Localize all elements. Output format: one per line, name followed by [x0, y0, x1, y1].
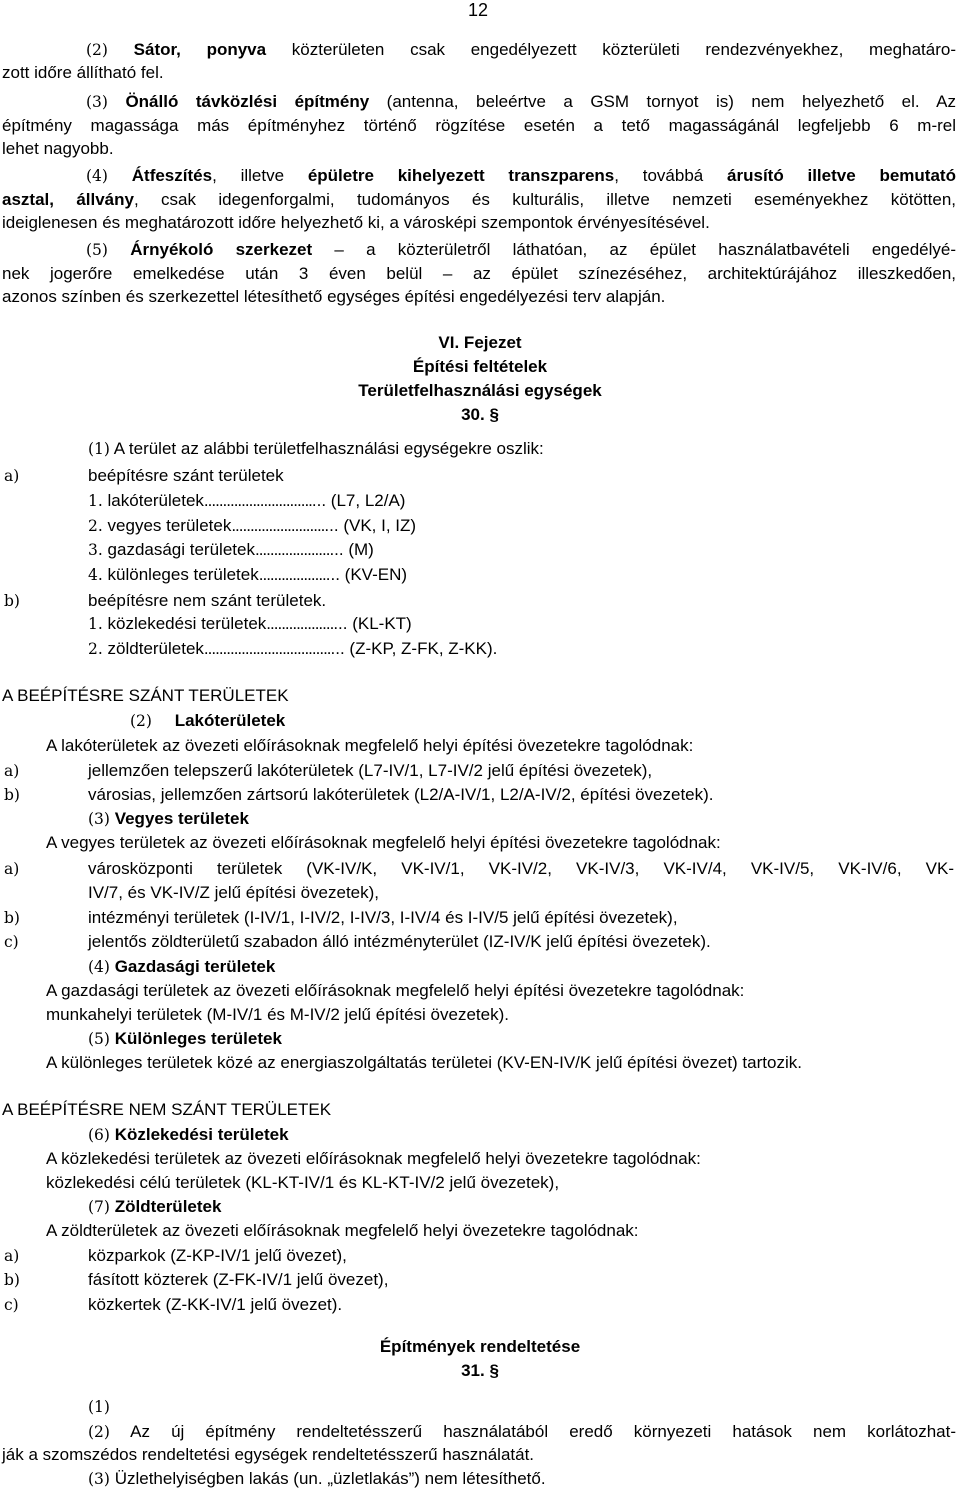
paragraph-4-line-1: (4) Átfeszítés, illetve épületre kihelyezett transzparens, továbbá árusító illetve bemutató	[86, 166, 956, 185]
gazd-intro: A gazdasági területek az övezeti előírásoknak megfelelő helyi építési övezetekre tagolódnak:	[46, 981, 745, 1000]
kulon-intro: A különleges területek közé az energiaszolgáltatás területei (KV-EN-IV/K jelű építési övezet) tartozik.	[46, 1053, 802, 1072]
lako-label-a: a)	[4, 762, 20, 780]
zold-c: közkertek (Z-KK-IV/1 jelű övezet).	[88, 1295, 343, 1314]
kozl-intro: A közlekedési területek az övezeti előírásoknak megfelelő helyi övezetekre tagolódnak:	[46, 1149, 701, 1168]
paragraph-4-line-3: ideiglenesen és meghatározott időre helyezhető ki, a városképi szempontok érvényesítésével.	[2, 213, 710, 232]
paragraph-2-line-1: (2) Sátor, ponyva közterületen csak engedélyezett közterületi rendezvényekhez, meghatáro-	[86, 40, 956, 59]
vegyes-c: jelentős zöldterületű szabadon álló intézményterület (IZ-IV/K jelű építési övezetek).	[88, 932, 711, 951]
paragraph-5-line-1: (5) Árnyékoló szerkezet – a közterületről láthatóan, az épület használatbavételi engedélyé-	[86, 240, 956, 259]
paragraph-5-line-3: azonos színben és szerkezettel létesíthető egységes építési engedélyezési terv alapján.	[2, 287, 666, 306]
kulon-heading: (5) Különleges területek	[88, 1029, 282, 1048]
section-31-heading: 31. §	[461, 1361, 499, 1380]
s30-label-a: a)	[4, 467, 20, 485]
vegyes-label-a: a)	[4, 860, 20, 878]
s31-paragraph-2-line-2: ják a szomszédos rendeltetési egységek rendeltetésszerű használatát.	[2, 1445, 535, 1464]
s30-paragraph-1: (1) A terület az alábbi területfelhasználási egységekre oszlik:	[88, 439, 544, 458]
paragraph-2-line-2: zott időre állítható fel.	[2, 63, 164, 82]
s31-paragraph-3: (3) Üzlethelyiségben lakás (un. „üzletlakás”) nem létesíthető.	[88, 1469, 546, 1488]
zold-a: közparkok (Z-KP-IV/1 jelű övezet),	[88, 1246, 347, 1265]
lako-label-b: b)	[4, 786, 20, 804]
zold-label-c: c)	[4, 1296, 19, 1314]
lako-b: városias, jellemzően zártsorú lakóterületek (L2/A-IV/1, L2/A-IV/2, építési övezetek).	[88, 785, 714, 804]
gazd-line-2: munkahelyi területek (M-IV/1 és M-IV/2 jelű építési övezetek).	[46, 1005, 509, 1024]
vegyes-label-c: c)	[4, 933, 19, 951]
s30-a-text: beépítésre szánt területek	[88, 466, 284, 485]
vegyes-a-line-2: IV/7, és VK-IV/Z jelű építési övezetek),	[88, 883, 380, 902]
s30-b-item: 1. közlekedési területek..................... (KL-KT)	[88, 614, 412, 633]
lako-a: jellemzően telepszerű lakóterületek (L7-IV/1, L7-IV/2 jelű építési övezetek),	[88, 761, 653, 780]
vegyes-a-line-1: városközponti területek (VK-IV/K, VK-IV/1, VK-IV/2, VK-IV/3, VK-IV/4, VK-IV/5, VK-IV/6, VK-	[88, 859, 954, 878]
vegyes-heading: (3) Vegyes területek	[88, 809, 249, 828]
vegyes-intro: A vegyes területek az övezeti előírásoknak megfelelő helyi építési övezetekre tagolódnak:	[46, 833, 721, 852]
s30-a-item: 2. vegyes területek............................ (VK, I, IZ)	[88, 516, 417, 535]
heading-built-areas: A BEÉPÍTÉSRE SZÁNT TERÜLETEK	[2, 686, 289, 705]
s30-a-item: 4. különleges területek..................... (KV-EN)	[88, 565, 408, 584]
kozl-heading: (6) Közlekedési területek	[88, 1125, 289, 1144]
kozl-line-2: közlekedési célú területek (KL-KT-IV/1 és KL-KT-IV/2 jelű övezetek),	[46, 1173, 560, 1192]
paragraph-5-line-2: nek jogerőre emelkedése után 3 éven belül – az épület színezéséhez, architektúrájához illeszkedően,	[2, 264, 956, 283]
paragraph-3-line-3: lehet nagyobb.	[2, 139, 114, 158]
zold-b: fásított közterek (Z-FK-IV/1 jelű övezet),	[88, 1270, 389, 1289]
page-number: 12	[468, 0, 489, 20]
s31-paragraph-1: (1)	[88, 1398, 110, 1416]
s31-paragraph-2-line-1: (2) Az új építmény rendeltetésszerű használatából eredő környezeti hatások nem korlátozhat-	[88, 1422, 956, 1441]
section-31-title: Építmények rendeltetése	[379, 1337, 581, 1356]
paragraph-3-line-1: (3) Önálló távközlési építmény (antenna, beleértve a GSM tornyot is) nem helyezhető el. Az	[86, 92, 956, 111]
lako-intro: A lakóterületek az övezeti előírásoknak megfelelő helyi építési övezetekre tagolódnak:	[46, 736, 694, 755]
lako-heading: (2) Lakóterületek	[130, 711, 286, 730]
gazd-heading: (4) Gazdasági területek	[88, 957, 276, 976]
paragraph-3-line-2: építmény magassága más építményhez történő rögzítése esetén a tető magasságánál legfeljebb 6 m-rel	[2, 116, 956, 135]
vegyes-b: intézményi területek (I-IV/1, I-IV/2, I-IV/3, I-IV/4 és I-IV/5 jelű építési övezetek),	[88, 908, 678, 927]
s30-b-text: beépítésre nem szánt területek.	[88, 591, 327, 610]
zold-heading: (7) Zöldterületek	[88, 1197, 222, 1216]
s30-label-b: b)	[4, 592, 20, 610]
chapter-number: VI. Fejezet	[438, 333, 522, 352]
heading-non-built-areas: A BEÉPÍTÉSRE NEM SZÁNT TERÜLETEK	[2, 1100, 332, 1119]
s30-a-item: 1. lakóterületek................................ (L7, L2/A)	[88, 491, 406, 510]
zold-intro: A zöldterületek az övezeti előírásoknak megfelelő helyi övezetekre tagolódnak:	[46, 1221, 639, 1240]
paragraph-4-line-2: asztal, állvány, csak idegenforgalmi, tudományos és kulturális, illetve nemzeti eseményekhez kötötten,	[2, 190, 956, 209]
chapter-subtitle: Területfelhasználási egységek	[358, 381, 602, 400]
section-30-heading: 30. §	[461, 405, 499, 424]
zold-label-a: a)	[4, 1247, 20, 1265]
chapter-title: Építési feltételek	[412, 357, 548, 376]
vegyes-label-b: b)	[4, 909, 20, 927]
zold-label-b: b)	[4, 1271, 20, 1289]
s30-a-item: 3. gazdasági területek....................... (M)	[88, 540, 374, 559]
s30-b-item: 2. zöldterületek..................................... (Z-KP, Z-FK, Z-KK).	[88, 639, 498, 658]
